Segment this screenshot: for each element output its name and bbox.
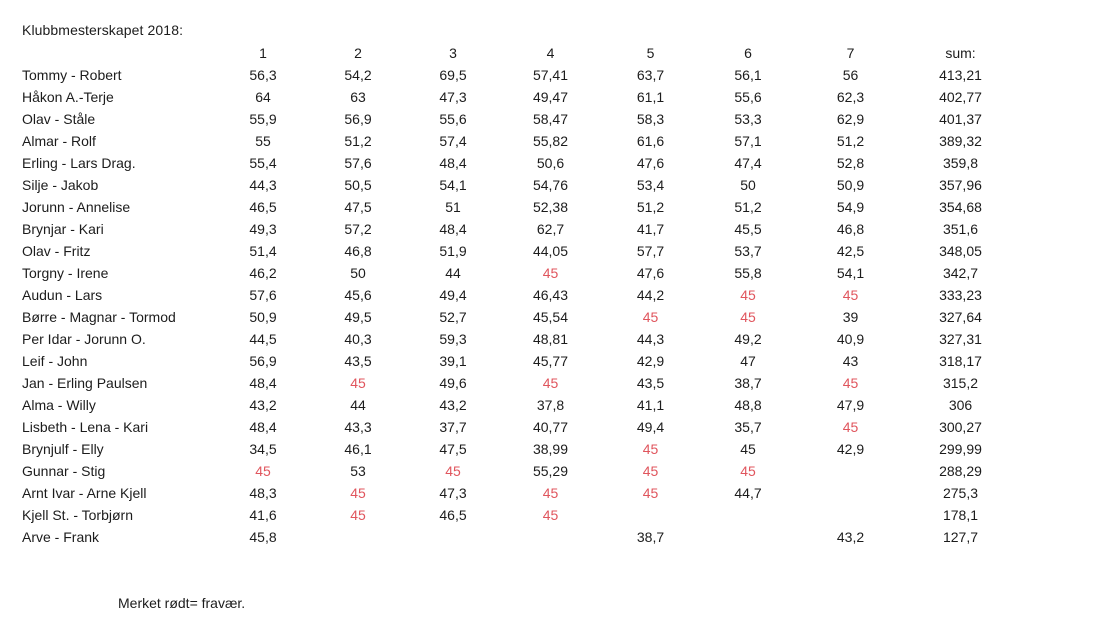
table-row (18, 526, 1018, 548)
sum-cell: 413,21 (939, 67, 982, 83)
score-cell-round-4: 44,05 (532, 243, 569, 259)
table-row (18, 86, 1018, 108)
score-cell-round-7 (798, 504, 903, 526)
score-cell-round-5: 44,3 (636, 331, 665, 347)
score-cell-round-2: 43,5 (344, 353, 372, 369)
score-cell-round-1: 46,5 (249, 199, 277, 215)
pair-name: Arnt Ivar - Arne Kjell (22, 485, 147, 501)
score-cell-round-4: 45 (542, 485, 559, 501)
pair-name: Leif - John (22, 353, 88, 369)
score-cell-round-3: 55,6 (439, 111, 467, 127)
header-sum: sum: (945, 45, 976, 61)
score-cell-round-2: 57,2 (344, 221, 372, 237)
score-cell-round-7: 54,1 (836, 265, 865, 281)
score-cell-round-6: 45 (740, 287, 756, 303)
header-round-1: 1 (259, 45, 267, 61)
score-cell-round-6: 50 (740, 177, 756, 193)
score-cell-round-6: 53,7 (734, 243, 762, 259)
sum-cell: 127,7 (942, 529, 979, 545)
table-row (18, 262, 1018, 284)
score-cell-round-1: 55,4 (249, 155, 277, 171)
score-cell-round-2: 54,2 (344, 67, 372, 83)
pair-name: Almar - Rolf (22, 133, 96, 149)
score-cell-round-3: 51 (445, 199, 461, 215)
table-row (18, 394, 1018, 416)
score-cell-round-7: 42,9 (836, 441, 865, 457)
score-cell-round-3: 52,7 (439, 309, 467, 325)
score-cell-round-4: 55,82 (532, 133, 569, 149)
score-cell-round-5: 41,1 (636, 397, 665, 413)
score-cell-round-7 (798, 482, 903, 504)
score-cell-round-5: 45 (642, 463, 659, 479)
score-cell-round-5: 53,4 (636, 177, 665, 193)
score-cell-round-1: 44,5 (249, 331, 277, 347)
score-cell-round-5: 44,2 (636, 287, 665, 303)
score-cell-round-1: 48,4 (249, 419, 277, 435)
table-row (18, 416, 1018, 438)
sum-cell: 342,7 (942, 265, 979, 281)
score-cell-round-1: 45 (255, 463, 271, 479)
sum-cell: 348,05 (939, 243, 982, 259)
pair-name: Olav - Ståle (22, 111, 96, 127)
pair-name: Arve - Frank (22, 529, 100, 545)
score-cell-round-2: 49,5 (344, 309, 372, 325)
table-row (18, 64, 1018, 86)
score-cell-round-6: 45 (740, 463, 756, 479)
score-cell-round-5: 58,3 (636, 111, 665, 127)
sum-cell: 178,1 (942, 507, 979, 523)
sum-cell: 300,27 (939, 419, 982, 435)
footnote: Merket rødt= fravær. (118, 595, 246, 611)
score-cell-round-3: 43,2 (439, 397, 467, 413)
score-cell-round-2: 44 (350, 397, 366, 413)
score-cell-round-7 (798, 460, 903, 482)
score-cell-round-2: 45,6 (344, 287, 372, 303)
score-cell-round-5: 51,2 (636, 199, 665, 215)
score-cell-round-4: 62,7 (536, 221, 565, 237)
score-cell-round-2 (308, 526, 408, 548)
score-cell-round-5: 47,6 (636, 155, 665, 171)
score-cell-round-4: 49,47 (532, 89, 569, 105)
score-cell-round-6: 55,6 (734, 89, 762, 105)
score-cell-round-6: 47 (740, 353, 756, 369)
score-cell-round-5: 41,7 (636, 221, 665, 237)
header-round-7: 7 (846, 45, 855, 61)
score-cell-round-3: 49,6 (439, 375, 467, 391)
pair-name: Per Idar - Jorunn O. (22, 331, 146, 347)
table-row (18, 240, 1018, 262)
sum-cell: 315,2 (942, 375, 979, 391)
score-cell-round-3: 48,4 (439, 155, 467, 171)
score-cell-round-6: 49,2 (734, 331, 762, 347)
score-cell-round-7: 62,9 (836, 111, 865, 127)
score-cell-round-4: 55,29 (532, 463, 569, 479)
table-row (18, 328, 1018, 350)
score-cell-round-3: 54,1 (439, 177, 467, 193)
score-cell-round-7: 50,9 (836, 177, 865, 193)
score-cell-round-3: 51,9 (439, 243, 467, 259)
score-cell-round-4: 37,8 (536, 397, 565, 413)
table-row (18, 218, 1018, 240)
pair-name: Torgny - Irene (22, 265, 109, 281)
pair-name: Jorunn - Annelise (22, 199, 131, 215)
sum-cell: 327,31 (939, 331, 982, 347)
score-cell-round-4: 45 (542, 507, 559, 523)
score-cell-round-3: 57,4 (439, 133, 467, 149)
results-table (18, 42, 1018, 548)
table-row (18, 108, 1018, 130)
score-cell-round-4: 45,77 (532, 353, 569, 369)
score-cell-round-5: 45 (642, 441, 659, 457)
score-cell-round-3: 48,4 (439, 221, 467, 237)
score-cell-round-6: 55,8 (734, 265, 762, 281)
score-cell-round-4: 45,54 (532, 309, 569, 325)
score-cell-round-5: 57,7 (636, 243, 665, 259)
score-cell-round-6: 57,1 (734, 133, 762, 149)
score-cell-round-7: 43,2 (836, 529, 865, 545)
score-cell-round-6: 56,1 (734, 67, 762, 83)
pair-name: Olav - Fritz (22, 243, 91, 259)
score-cell-round-5: 45 (642, 485, 659, 501)
score-cell-round-7: 40,9 (836, 331, 865, 347)
score-cell-round-7: 51,2 (836, 133, 865, 149)
score-cell-round-2: 43,3 (344, 419, 372, 435)
score-cell-round-1: 44,3 (249, 177, 277, 193)
table-row (18, 174, 1018, 196)
score-cell-round-2: 45 (350, 375, 366, 391)
score-cell-round-7: 54,9 (836, 199, 865, 215)
table-row (18, 504, 1018, 526)
score-cell-round-3: 47,3 (439, 89, 467, 105)
table-row (18, 482, 1018, 504)
score-cell-round-3: 47,5 (439, 441, 467, 457)
score-cell-round-7: 39 (842, 309, 859, 325)
score-cell-round-2: 63 (350, 89, 366, 105)
score-cell-round-6: 51,2 (734, 199, 762, 215)
pair-name: Jan - Erling Paulsen (22, 375, 148, 391)
score-cell-round-6: 38,7 (734, 375, 762, 391)
score-cell-round-6: 48,8 (734, 397, 762, 413)
score-cell-round-4: 45 (542, 265, 559, 281)
score-cell-round-1: 55 (255, 133, 271, 149)
score-cell-round-6: 44,7 (734, 485, 762, 501)
score-cell-round-7: 42,5 (836, 243, 865, 259)
score-cell-round-7: 43 (842, 353, 859, 369)
score-cell-round-1: 56,3 (249, 67, 277, 83)
score-cell-round-4: 50,6 (536, 155, 565, 171)
score-cell-round-6: 53,3 (734, 111, 762, 127)
pair-name: Erling - Lars Drag. (22, 155, 136, 171)
score-cell-round-3 (408, 526, 498, 548)
sum-cell: 288,29 (939, 463, 982, 479)
score-cell-round-1: 48,3 (249, 485, 277, 501)
sum-cell: 402,77 (939, 89, 982, 105)
score-cell-round-4 (498, 526, 603, 548)
score-cell-round-6: 47,4 (734, 155, 762, 171)
pair-name: Kjell St. - Torbjørn (22, 507, 133, 523)
pair-name: Audun - Lars (22, 287, 103, 303)
table-row (18, 284, 1018, 306)
score-cell-round-6 (698, 504, 798, 526)
score-cell-round-1: 41,6 (249, 507, 277, 523)
table-row (18, 460, 1018, 482)
score-cell-round-5: 63,7 (636, 67, 665, 83)
sum-cell: 354,68 (939, 199, 982, 215)
score-cell-round-4: 52,38 (532, 199, 569, 215)
sum-cell: 327,64 (939, 309, 982, 325)
score-cell-round-6: 45 (740, 441, 756, 457)
score-cell-round-6 (698, 526, 798, 548)
pair-name: Gunnar - Stig (22, 463, 106, 479)
score-cell-round-7: 45 (842, 287, 859, 303)
score-cell-round-5: 61,1 (636, 89, 665, 105)
sum-cell: 351,6 (942, 221, 979, 237)
score-cell-round-1: 45,8 (249, 529, 277, 545)
pair-name: Lisbeth - Lena - Kari (22, 419, 149, 435)
score-cell-round-2: 51,2 (344, 133, 372, 149)
score-cell-round-4: 46,43 (532, 287, 569, 303)
pair-name: Brynjar - Kari (22, 221, 104, 237)
score-cell-round-5: 38,7 (636, 529, 665, 545)
score-cell-round-1: 51,4 (249, 243, 277, 259)
score-cell-round-1: 48,4 (249, 375, 277, 391)
score-cell-round-6: 45,5 (734, 221, 762, 237)
score-cell-round-1: 34,5 (249, 441, 277, 457)
score-cell-round-3: 39,1 (439, 353, 467, 369)
score-cell-round-4: 58,47 (532, 111, 569, 127)
score-cell-round-3: 69,5 (439, 67, 467, 83)
document-title: Klubbmesterskapet 2018: (22, 22, 184, 38)
pair-name: Børre - Magnar - Tormod (22, 309, 176, 325)
score-cell-round-2: 57,6 (344, 155, 372, 171)
score-cell-round-3: 46,5 (439, 507, 467, 523)
header-round-5: 5 (646, 45, 655, 61)
score-cell-round-3: 49,4 (439, 287, 467, 303)
score-cell-round-5: 61,6 (636, 133, 665, 149)
sum-cell: 299,99 (939, 441, 982, 457)
results-body (18, 64, 1018, 548)
sum-cell: 357,96 (939, 177, 982, 193)
score-cell-round-3: 44 (445, 265, 461, 281)
score-cell-round-2: 53 (350, 463, 366, 479)
table-row (18, 152, 1018, 174)
score-cell-round-2: 56,9 (344, 111, 372, 127)
score-cell-round-2: 47,5 (344, 199, 372, 215)
header-row (18, 42, 1018, 64)
table-row (18, 372, 1018, 394)
score-cell-round-7: 47,9 (836, 397, 865, 413)
score-cell-round-5: 42,9 (636, 353, 665, 369)
score-cell-round-2: 45 (350, 507, 366, 523)
score-cell-round-7: 45 (842, 375, 859, 391)
score-cell-round-3: 45 (445, 463, 461, 479)
header-round-2: 2 (354, 45, 362, 61)
sum-cell: 318,17 (939, 353, 982, 369)
score-cell-round-1: 57,6 (249, 287, 277, 303)
score-cell-round-7: 45 (842, 419, 859, 435)
score-cell-round-6: 45 (740, 309, 756, 325)
score-cell-round-6: 35,7 (734, 419, 762, 435)
pair-name: Silje - Jakob (22, 177, 99, 193)
score-cell-round-5 (603, 504, 698, 526)
score-cell-round-1: 64 (255, 89, 271, 105)
table-row (18, 130, 1018, 152)
score-cell-round-4: 48,81 (532, 331, 569, 347)
score-cell-round-5: 43,5 (636, 375, 665, 391)
sum-cell: 359,8 (942, 155, 979, 171)
header-round-6: 6 (744, 45, 752, 61)
table-row (18, 196, 1018, 218)
header-name (18, 42, 218, 64)
table-row (18, 438, 1018, 460)
score-cell-round-2: 40,3 (344, 331, 372, 347)
score-cell-round-5: 47,6 (636, 265, 665, 281)
score-cell-round-3: 47,3 (439, 485, 467, 501)
score-cell-round-5: 45 (642, 309, 659, 325)
score-cell-round-2: 46,8 (344, 243, 372, 259)
score-cell-round-1: 56,9 (249, 353, 277, 369)
score-cell-round-1: 55,9 (249, 111, 277, 127)
score-cell-round-7: 56 (842, 67, 859, 83)
table-row (18, 306, 1018, 328)
score-cell-round-7: 52,8 (836, 155, 865, 171)
score-cell-round-3: 37,7 (439, 419, 467, 435)
score-cell-round-2: 50 (350, 265, 366, 281)
score-cell-round-3: 59,3 (439, 331, 467, 347)
score-cell-round-1: 43,2 (249, 397, 277, 413)
sum-cell: 389,32 (939, 133, 982, 149)
sum-cell: 275,3 (942, 485, 979, 501)
header-round-4: 4 (546, 45, 555, 61)
score-cell-round-4: 45 (542, 375, 559, 391)
sum-cell: 306 (948, 397, 973, 413)
score-cell-round-7: 62,3 (836, 89, 865, 105)
score-cell-round-1: 50,9 (249, 309, 277, 325)
score-cell-round-1: 49,3 (249, 221, 277, 237)
sum-cell: 401,37 (939, 111, 982, 127)
sum-cell: 333,23 (939, 287, 982, 303)
score-cell-round-5: 49,4 (636, 419, 665, 435)
pair-name: Håkon A.-Terje (22, 89, 114, 105)
score-cell-round-1: 46,2 (249, 265, 277, 281)
pair-name: Tommy - Robert (22, 67, 122, 83)
score-cell-round-4: 54,76 (532, 177, 569, 193)
score-cell-round-4: 57,41 (532, 67, 569, 83)
score-cell-round-4: 38,99 (532, 441, 569, 457)
score-cell-round-7: 46,8 (836, 221, 865, 237)
score-cell-round-2: 46,1 (344, 441, 372, 457)
score-cell-round-4: 40,77 (532, 419, 569, 435)
score-cell-round-2: 45 (350, 485, 366, 501)
header-round-3: 3 (449, 45, 457, 61)
table-row (18, 350, 1018, 372)
pair-name: Alma - Willy (22, 397, 96, 413)
pair-name: Brynjulf - Elly (22, 441, 104, 457)
score-cell-round-2: 50,5 (344, 177, 372, 193)
